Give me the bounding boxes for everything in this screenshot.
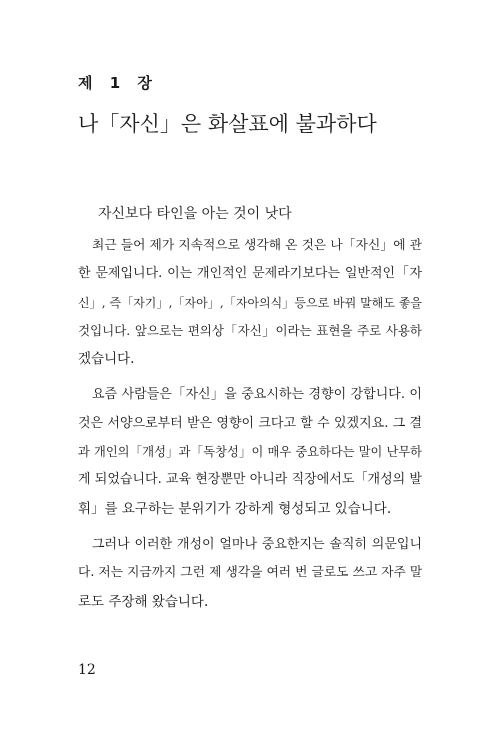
paragraph — [78, 531, 422, 616]
chapter-title: 나「자신」은 화살표에 불과하다 — [78, 112, 377, 136]
chapter-label: 제 1 장 — [78, 74, 158, 92]
text-line: 그러나 이러한 개성이 얼마나 중요한지는 솔직히 의문입니 — [92, 536, 422, 552]
section-heading: 자신보다 타인을 아는 것이 낫다 — [98, 206, 292, 222]
text-line: 겠습니다. — [78, 351, 135, 368]
text-line: 요즘 사람들은「자신」을 중요시하는 경향이 강합니다. 이 — [92, 387, 422, 403]
text-line: 게 되었습니다. 교육 현장뿐만 아니라 직장에서도「개성의 발 — [78, 472, 422, 488]
body-text — [78, 232, 422, 624]
text-line: 다. 저는 지금까지 그런 제 생각을 여러 번 글로도 쓰고 자주 말 — [78, 565, 423, 581]
paragraph — [78, 381, 422, 522]
text-line: 최근 들어 제가 지속적으로 생각해 온 것은 나「자신」에 관 — [92, 238, 422, 253]
text-line: 과 개인의「개성」과「독창성」이 매우 중요하다는 말이 난무하 — [78, 445, 422, 460]
text-line: 휘」를 요구하는 분위기가 강하게 형성되고 있습니다. — [78, 500, 392, 517]
paragraph — [78, 232, 422, 373]
text-line: 신」, 즉「자기」,「자아」,「자아의식」등으로 바꿔 말해도 좋을 — [78, 295, 422, 310]
text-line: 것은 서양으로부터 받은 영향이 크다고 할 수 있겠지요. 그 결 — [78, 415, 422, 431]
page-number: 12 — [78, 662, 96, 678]
text-line: 한 문제입니다. 이는 개인적인 문제라기보다는 일반적인「자 — [78, 266, 422, 282]
text-line: 것입니다. 앞으로는 편의상「자신」이라는 표현을 주로 사용하 — [78, 322, 422, 338]
text-line: 로도 주장해 왔습니다. — [78, 593, 209, 610]
